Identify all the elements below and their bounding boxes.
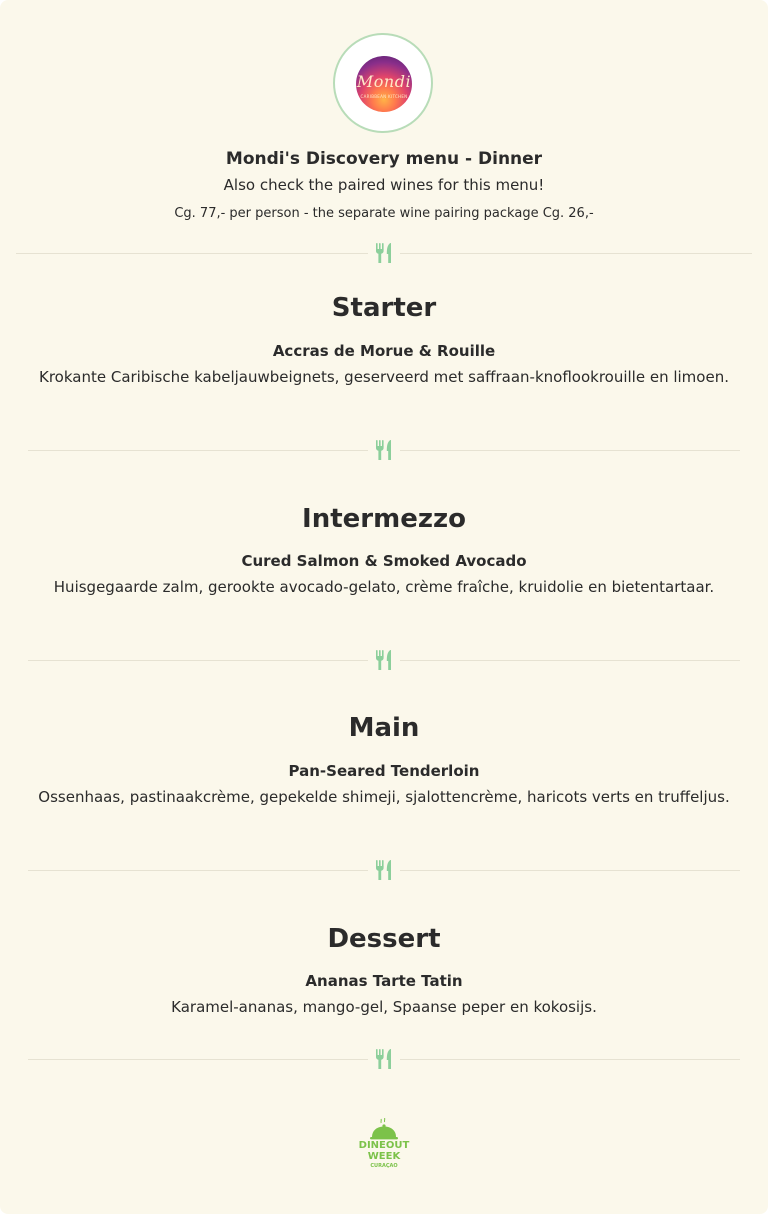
dish-description-starter: Krokante Caribische kabeljauwbeignets, geserveerd met saffraan-knoflookrouille en limoen. bbox=[39, 368, 729, 386]
page-title: Mondi's Discovery menu - Dinner bbox=[225, 149, 543, 169]
divider-line-left bbox=[16, 253, 368, 254]
menu-subtitle: Also check the paired wines for this menu! bbox=[223, 176, 545, 194]
restaurant-logo bbox=[333, 33, 433, 133]
dish-description-dessert: Karamel-ananas, mango-gel, Spaanse peper en kokosijs. bbox=[171, 998, 597, 1016]
restaurant-logo-image bbox=[356, 56, 412, 112]
divider-line-right bbox=[400, 253, 752, 254]
cloche-icon bbox=[369, 1118, 399, 1140]
section-title-intermezzo: Intermezzo bbox=[302, 504, 466, 534]
dish-name-main: Pan-Seared Tenderloin bbox=[288, 762, 480, 780]
divider-line-right bbox=[400, 660, 740, 661]
badge-text-line2: WEEK bbox=[367, 1151, 401, 1162]
dish-name-dessert: Ananas Tarte Tatin bbox=[305, 972, 463, 990]
divider-line-left bbox=[28, 1059, 368, 1060]
section-title-starter: Starter bbox=[331, 293, 437, 323]
fork-knife-icon bbox=[374, 649, 394, 671]
dineout-week-badge bbox=[354, 1118, 414, 1174]
fork-knife-icon bbox=[374, 242, 394, 264]
divider-line-right bbox=[400, 1059, 740, 1060]
fork-knife-icon bbox=[374, 1048, 394, 1070]
dish-name-intermezzo: Cured Salmon & Smoked Avocado bbox=[241, 552, 527, 570]
dish-description-main: Ossenhaas, pastinaakcrème, gepekelde shimeji, sjalottencrème, haricots verts en truffeljus. bbox=[38, 788, 730, 806]
divider-line-left bbox=[28, 660, 368, 661]
divider-line-right bbox=[400, 450, 740, 451]
section-title-main: Main bbox=[348, 713, 420, 743]
divider-line-left bbox=[28, 870, 368, 871]
fork-knife-icon bbox=[374, 859, 394, 881]
divider-line-left bbox=[28, 450, 368, 451]
section-title-dessert: Dessert bbox=[327, 924, 441, 954]
divider-line-right bbox=[400, 870, 740, 871]
dish-description-intermezzo: Huisgegaarde zalm, gerookte avocado-gelato, crème fraîche, kruidolie en bietentartaar. bbox=[53, 578, 715, 596]
menu-price: Cg. 77,- per person - the separate wine pairing package Cg. 26,- bbox=[174, 206, 594, 221]
badge-text-line1: DINEOUT bbox=[358, 1140, 410, 1151]
logo-wordmark: Mondi bbox=[356, 72, 412, 91]
dish-name-starter: Accras de Morue & Rouille bbox=[272, 342, 496, 360]
logo-subtext: CARIBBEAN KITCHEN bbox=[360, 94, 408, 99]
badge-text-line3: CURAÇAO bbox=[370, 1163, 398, 1169]
fork-knife-icon bbox=[374, 439, 394, 461]
